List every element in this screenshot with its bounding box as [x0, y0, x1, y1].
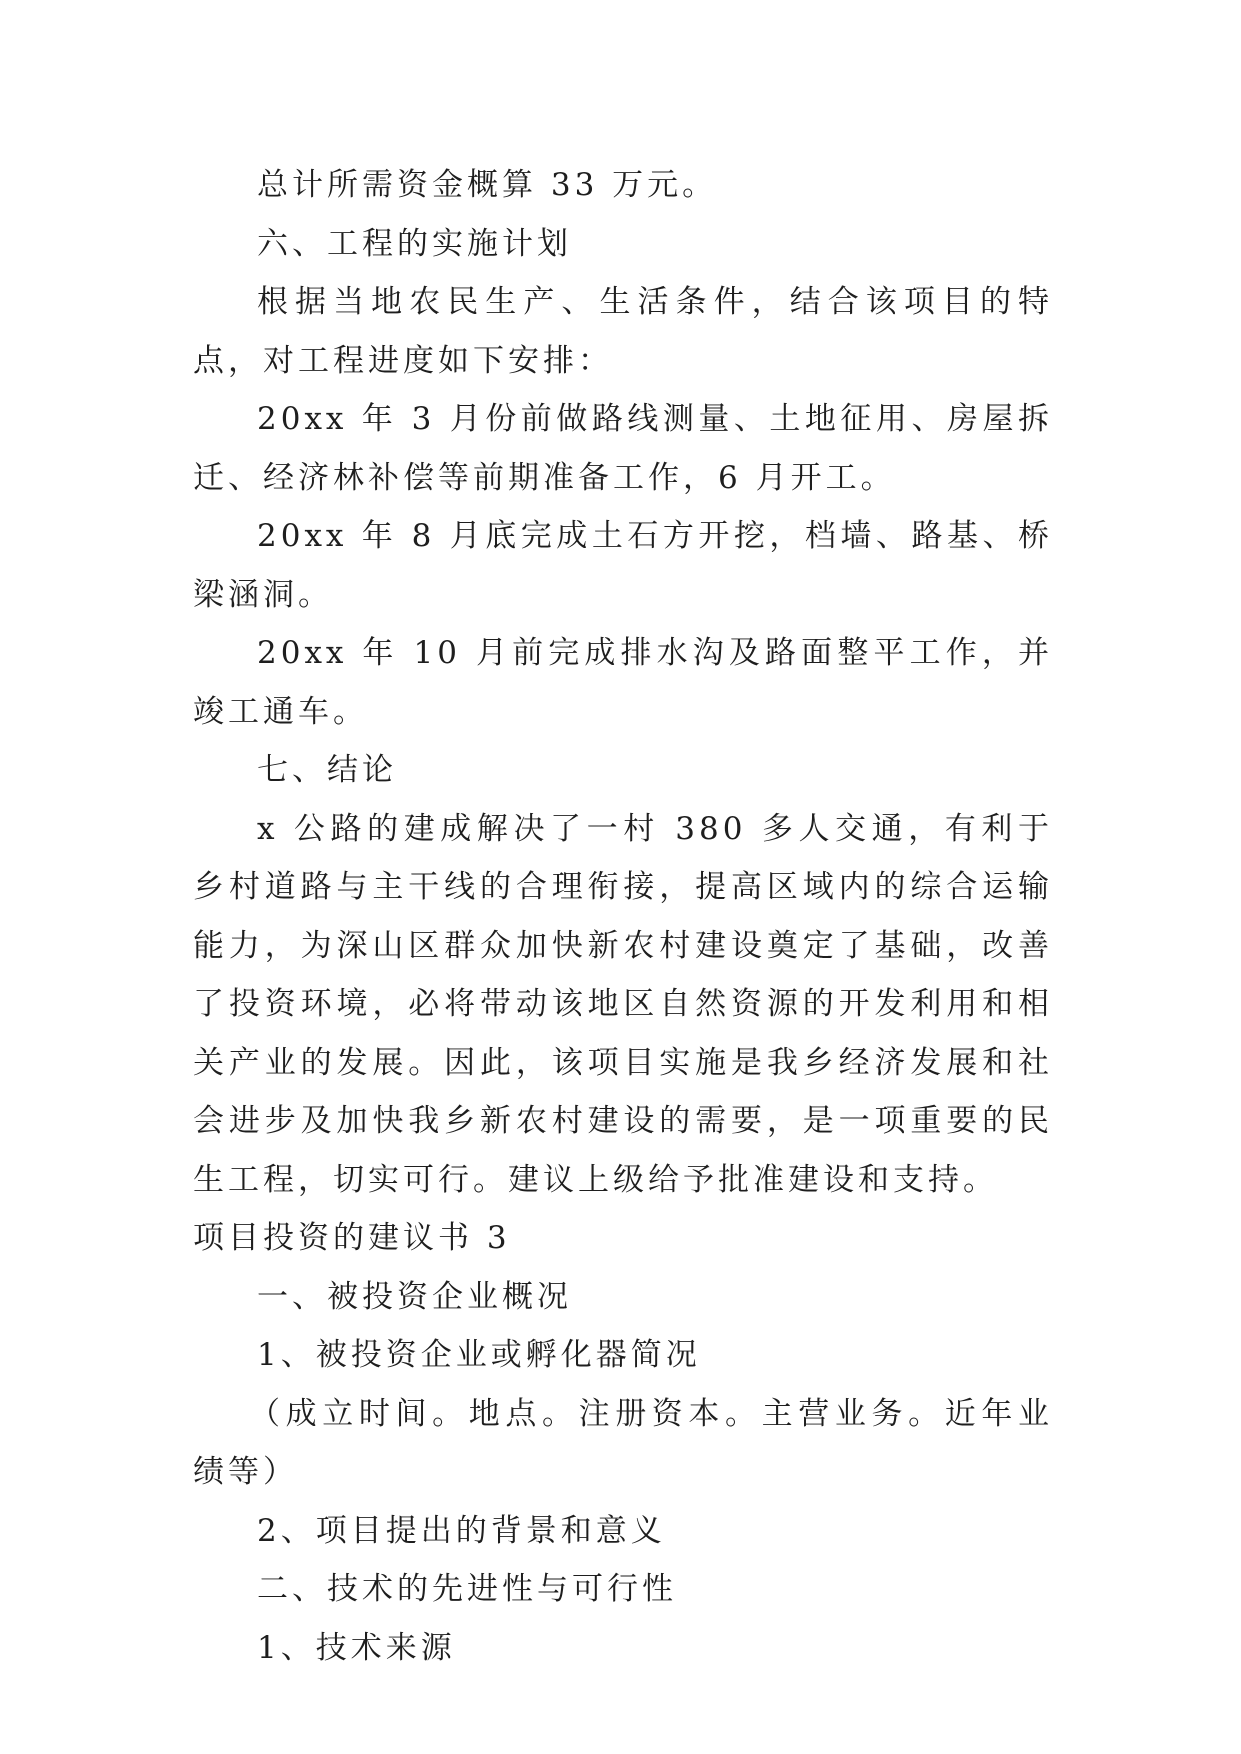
list-item-company-overview: 1、被投资企业或孵化器简况 [257, 1337, 701, 1373]
paragraph-company-details-note: （成立时间。地点。注册资本。主营业务。近年业绩等） [193, 1395, 1053, 1490]
list-item-background: 2、项目提出的背景和意义 [257, 1512, 666, 1549]
document-title-3: 项目投资的建议书 3 [193, 1220, 511, 1256]
document-body [193, 156, 1053, 1677]
heading-doc3-section-1: 一、被投资企业概况 [257, 1278, 572, 1315]
list-item-tech-source: 1、技术来源 [257, 1629, 456, 1666]
heading-doc3-section-2: 二、技术的先进性与可行性 [257, 1571, 677, 1607]
heading-section-7: 七、结论 [257, 752, 397, 788]
paragraph-conclusion: x 公路的建成解决了一村 380 多人交通，有利于乡村道路与主干线的合理衔接，提高区域内的综合运输能力，为深山区群众加快新农村建设奠定了基础，改善了投资环境，必将带动该地区自然资源的开发利用和相关产业的发展。因此，该项目实施是我乡经济发展和社会进步及加快我乡新农村建设的需要，是一项重要的民生工程，切实可行。建议上级给予批准建设和支持。 [193, 810, 1053, 1198]
heading-section-6: 六、工程的实施计划 [257, 225, 572, 262]
paragraph-plan-step-2: 20xx 年 8 月底完成土石方开挖，档墙、路基、桥梁涵洞。 [193, 518, 1053, 613]
paragraph-plan-intro: 根据当地农民生产、生活条件，结合该项目的特点，对工程进度如下安排： [193, 284, 1053, 379]
paragraph-cost-total: 总计所需资金概算 33 万元。 [257, 167, 718, 203]
paragraph-plan-step-1: 20xx 年 3 月份前做路线测量、土地征用、房屋拆迁、经济林补偿等前期准备工作，6 月开工。 [193, 401, 1053, 496]
paragraph-plan-step-3: 20xx 年 10 月前完成排水沟及路面整平工作，并竣工通车。 [193, 635, 1053, 730]
